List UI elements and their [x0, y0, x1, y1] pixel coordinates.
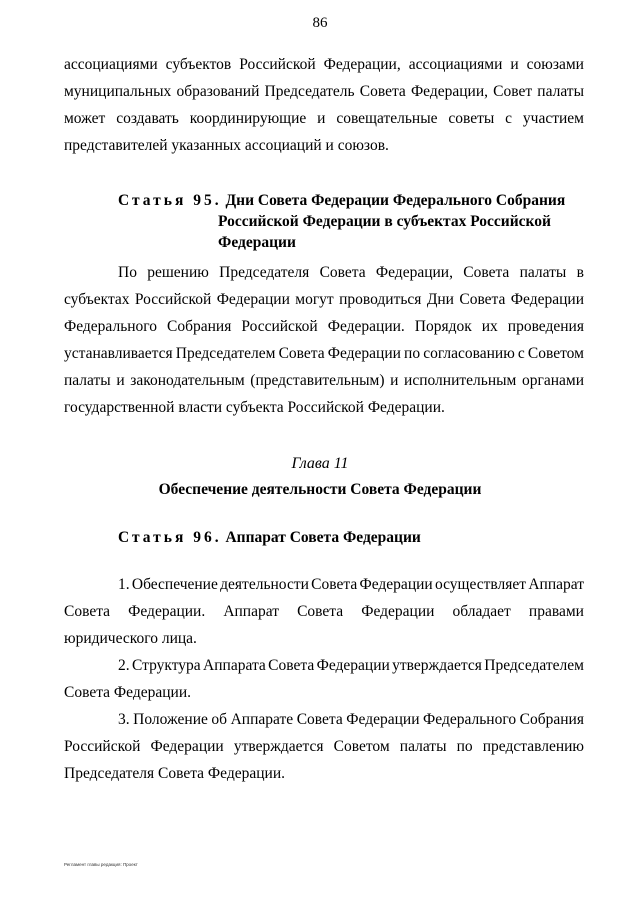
word: Собрания — [519, 711, 584, 728]
word: Федерации, — [323, 56, 401, 73]
word: 2. — [118, 657, 130, 674]
word: органами — [521, 372, 584, 389]
word: 3. — [118, 711, 130, 728]
word: Федерации. — [128, 603, 206, 620]
text-line — [64, 313, 584, 340]
word: Совета — [296, 711, 343, 728]
word: Совета — [64, 603, 111, 620]
word: По — [118, 264, 137, 281]
word: Совета — [319, 264, 366, 281]
word: Председатель — [264, 83, 355, 100]
article-title: Аппарат Совета Федерации — [225, 529, 421, 546]
word: Федерального — [64, 318, 158, 335]
word: Совет — [493, 83, 533, 100]
word: Собрания — [167, 318, 232, 335]
article-title-line: Дни Совета Федерации Федерального Собрания — [225, 192, 566, 209]
word: Федерации — [346, 711, 420, 728]
word: 1. — [118, 576, 130, 593]
article-95-paragraph — [64, 259, 584, 421]
word: координирующие — [189, 110, 307, 127]
word: Федерации — [316, 657, 390, 674]
word: совещательные — [336, 110, 438, 127]
word: устанавливается — [64, 345, 173, 362]
word: Федерации — [510, 291, 584, 308]
word: представлению — [482, 738, 584, 755]
word: Аппарата — [203, 657, 266, 674]
chapter-title: Обеспечение деятельности Совета Федерации — [158, 481, 482, 498]
word: Аппарат — [223, 603, 279, 620]
word: обладает — [452, 603, 511, 620]
word: Совета — [359, 83, 406, 100]
article-96-item-1 — [64, 571, 584, 652]
text-line — [64, 733, 584, 760]
word: и — [510, 56, 519, 73]
word: субъектов — [165, 56, 232, 73]
word: с — [505, 110, 513, 127]
word: Председателем — [484, 657, 584, 674]
word: Совета — [278, 345, 325, 362]
word: Федерации, — [410, 83, 489, 100]
footer-note: Регламент главы редакция: Проект — [64, 862, 138, 867]
text-line — [64, 652, 584, 679]
word: в — [576, 264, 584, 281]
word: может — [64, 110, 106, 127]
word: Федерации. — [327, 318, 405, 335]
word: решению — [147, 264, 209, 281]
word: ассоциациями — [408, 56, 503, 73]
word: Председателем — [175, 345, 276, 362]
word: Совета — [463, 264, 510, 281]
article-title-line: Российской Федерации в субъектах Российской — [218, 213, 551, 230]
word: утверждается — [392, 657, 482, 674]
article-96-item-2 — [64, 652, 584, 706]
word: Российской — [241, 318, 318, 335]
word: Советом — [333, 738, 390, 755]
word: Федерации — [361, 603, 435, 620]
word: Совета — [297, 603, 344, 620]
text-line — [64, 571, 584, 598]
word: правами — [528, 603, 584, 620]
word: Федерации, — [375, 264, 453, 281]
text-line: государственной власти субъекта Российской Федерации. — [64, 399, 445, 416]
text-line — [64, 598, 584, 625]
word: Советом — [527, 345, 584, 362]
word: советы — [448, 110, 495, 127]
word: Обеспечение — [131, 576, 218, 593]
article-title-line: Федерации — [218, 234, 296, 251]
word: утверждается — [233, 738, 324, 755]
word: осуществляет — [434, 576, 527, 593]
word: ассоциациями — [64, 56, 158, 73]
article-label: Статья 95. — [118, 192, 222, 209]
word: Дни — [426, 291, 454, 308]
word: Порядок — [414, 318, 472, 335]
text-line: юридического лица. — [64, 630, 197, 647]
text-line — [64, 706, 584, 733]
text-line: Совета Федерации. — [64, 684, 191, 701]
word: Совета — [459, 291, 506, 308]
article-96-item-3 — [64, 706, 584, 787]
word: об — [211, 711, 228, 728]
word: Российской — [64, 738, 141, 755]
word: согласованию — [423, 345, 515, 362]
text-line — [64, 259, 584, 286]
chapter-number: Глава 11 — [291, 455, 349, 472]
word: Положение — [133, 711, 208, 728]
word: законодательным — [130, 372, 245, 389]
word: союзами — [526, 56, 584, 73]
article-label: Статья 96. — [118, 529, 222, 546]
text-line: представителей указанных ассоциаций и союзов. — [64, 137, 389, 154]
word: Федерации — [150, 738, 224, 755]
word: и — [390, 372, 399, 389]
word: проводиться — [339, 291, 422, 308]
word: Аппарат — [528, 576, 584, 593]
word: муниципальных — [64, 83, 172, 100]
intro-paragraph — [64, 51, 584, 159]
word: палаты — [519, 264, 567, 281]
text-line — [64, 51, 584, 78]
word: Совета — [311, 576, 358, 593]
text-line: Председателя Совета Федерации. — [64, 765, 285, 782]
word: проведения — [507, 318, 584, 335]
article-96-heading — [118, 527, 421, 548]
article-95-heading — [118, 190, 565, 253]
word: Аппарате — [230, 711, 294, 728]
word: Председателя — [219, 264, 310, 281]
word: Совета — [268, 657, 315, 674]
word: создавать — [116, 110, 179, 127]
word: Федерального — [423, 711, 517, 728]
word: Федерации — [216, 291, 290, 308]
word: по — [456, 738, 473, 755]
page-number: 86 — [312, 15, 328, 31]
word: палаты — [64, 372, 111, 389]
word: палаты — [537, 83, 584, 100]
word: и — [317, 110, 326, 127]
text-line — [64, 286, 584, 313]
word: Структура — [132, 657, 201, 674]
word: Федерации — [359, 576, 433, 593]
word: исполнительным — [404, 372, 517, 389]
word: Федерации — [327, 345, 401, 362]
word: и — [116, 372, 125, 389]
word: с — [517, 345, 525, 362]
word: субъектах — [64, 291, 130, 308]
word: палаты — [399, 738, 447, 755]
word: образований — [176, 83, 260, 100]
word: их — [481, 318, 498, 335]
text-line — [64, 367, 584, 394]
word: могут — [295, 291, 334, 308]
word: Российской — [239, 56, 316, 73]
text-line — [64, 78, 584, 105]
text-line — [64, 105, 584, 132]
word: (представительным) — [250, 372, 385, 389]
word: по — [404, 345, 421, 362]
word: участием — [522, 110, 584, 127]
word: деятельности — [220, 576, 309, 593]
text-line — [64, 340, 584, 367]
word: Российской — [134, 291, 212, 308]
